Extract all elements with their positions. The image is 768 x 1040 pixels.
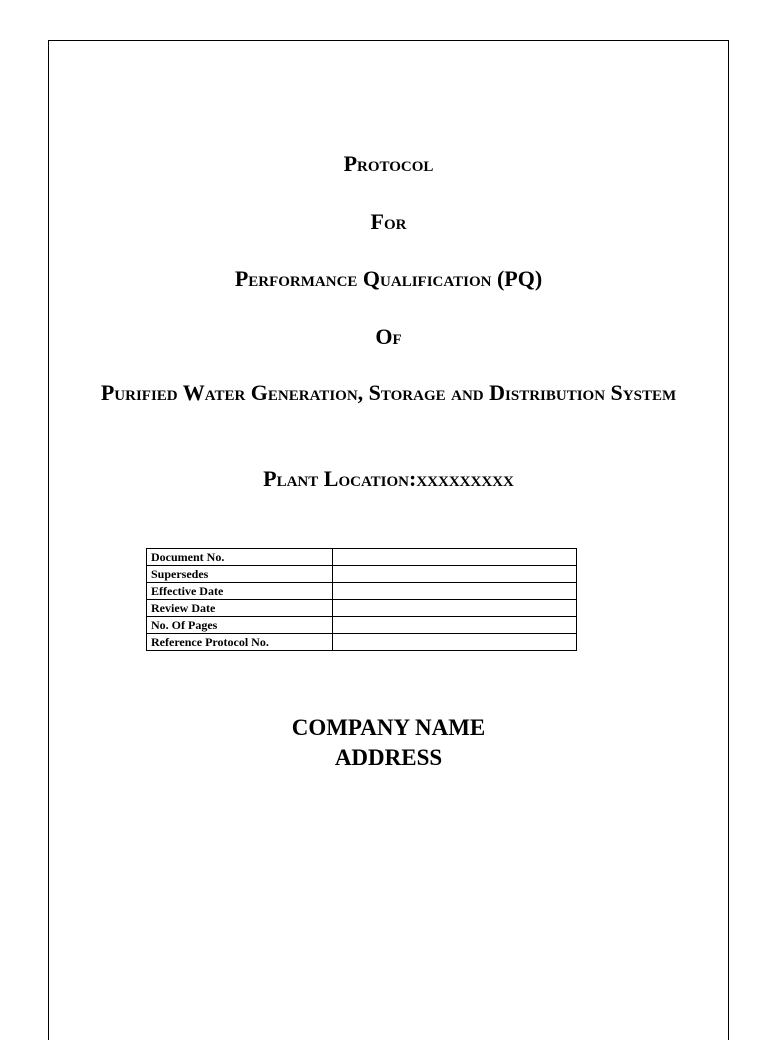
row-label-effective-date: Effective Date <box>147 583 333 600</box>
row-value-supersedes <box>332 566 576 583</box>
company-name: COMPANY NAME <box>291 715 486 740</box>
row-value-document-no <box>332 549 576 566</box>
table-row <box>147 600 577 617</box>
row-label-no-of-pages: No. Of Pages <box>147 617 333 634</box>
row-value-effective-date <box>332 583 576 600</box>
row-value-reference-protocol-no <box>332 634 576 651</box>
row-label-review-date: Review Date <box>147 600 333 617</box>
company-address: ADDRESS <box>334 745 443 770</box>
table-row <box>147 634 577 651</box>
table-row <box>147 583 577 600</box>
table-row <box>147 549 577 566</box>
title-protocol: Protocol <box>343 151 434 176</box>
row-label-supersedes: Supersedes <box>147 566 333 583</box>
title-system-name: Purified Water Generation, Storage and Distribution System <box>100 380 677 405</box>
title-for: For <box>370 209 407 234</box>
row-label-reference-protocol-no: Reference Protocol No. <box>147 634 333 651</box>
table-row <box>147 566 577 583</box>
document-info-table <box>146 548 577 651</box>
title-of: Of <box>375 324 402 349</box>
row-label-document-no: Document No. <box>147 549 333 566</box>
row-value-review-date <box>332 600 576 617</box>
row-value-no-of-pages <box>332 617 576 634</box>
table-row <box>147 617 577 634</box>
title-performance-qualification: Performance Qualification (PQ) <box>234 266 543 291</box>
page-border <box>48 40 729 1040</box>
plant-location: Plant Location:xxxxxxxxx <box>263 466 514 491</box>
